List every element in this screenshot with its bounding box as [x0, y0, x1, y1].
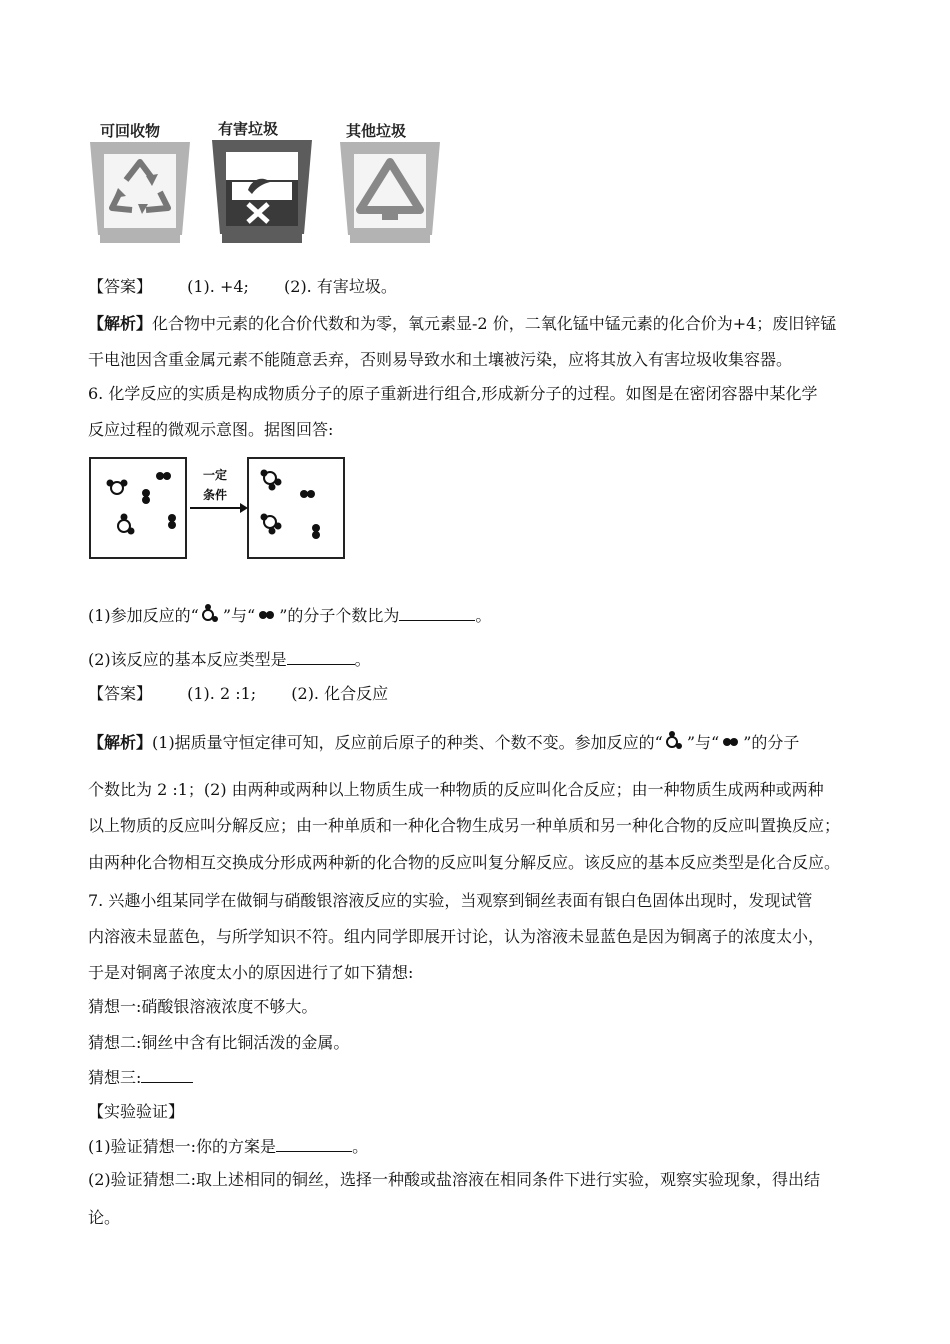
- text: 猜想三:: [88, 1068, 142, 1087]
- q6-answer: [88, 684, 388, 704]
- q7-guess-3: [88, 1068, 193, 1088]
- q5-analysis-line: [88, 314, 836, 334]
- compound-molecule-icon: [199, 603, 223, 623]
- element-molecule-icon: [255, 605, 279, 625]
- q7-verify-head: 【实验验证】: [88, 1102, 185, 1121]
- q7-stem-line: 内溶液未显蓝色，与所学知识不符。组内同学即展开讨论，认为溶液未显蓝色是因为铜离子的浓度太小，: [88, 927, 825, 946]
- q5-answer: [88, 277, 397, 297]
- element-molecule-icon: [719, 732, 743, 752]
- condition-bottom: 条件: [203, 488, 228, 502]
- bin-label-other: 其他垃圾: [346, 122, 407, 140]
- answer-blank[interactable]: [141, 1068, 193, 1083]
- q6-sub1: [88, 603, 491, 626]
- q7-verify-1: [88, 1137, 368, 1157]
- q6-analysis-line: [88, 730, 799, 753]
- q6-stem-line: 6. 化学反应的实质是构成物质分子的原子重新进行组合,形成新分子的过程。如图是在密闭容器中某化学: [88, 384, 818, 403]
- answer-head: 【答案】: [88, 684, 153, 703]
- analysis-head: 【解析】: [88, 733, 153, 752]
- answer-blank[interactable]: [287, 650, 355, 665]
- text: ”的分子个数比为: [279, 606, 400, 625]
- q6-analysis-line: 以上物质的反应叫分解反应；由一种单质和一种化合物生成另一种单质和另一种化合物的反应叫置换反应；: [88, 816, 841, 835]
- text: 。: [352, 1137, 369, 1156]
- analysis-head: 【解析】: [88, 314, 153, 333]
- q7-verify-2: (2)验证猜想二:取上述相同的铜丝，选择一种酸或盐溶液在相同条件下进行实验，观察实验现象，得出结: [88, 1170, 821, 1189]
- text: (2)该反应的基本反应类型是: [88, 650, 287, 669]
- other-bin-icon: [340, 140, 440, 245]
- answer-blank[interactable]: [276, 1137, 352, 1152]
- q6-sub2: [88, 650, 371, 670]
- text: ”与“: [686, 733, 720, 752]
- bin-label-recyclable: 可回收物: [100, 122, 161, 140]
- text: (1)据质量守恒定律可知，反应前后原子的种类、个数不变。参加反应的“: [152, 733, 663, 752]
- text: ”与“: [222, 606, 256, 625]
- q7-stem-line: 于是对铜离子浓度太小的原因进行了如下猜想:: [88, 963, 414, 982]
- q7-guess-1: 猜想一:硝酸银溶液浓度不够大。: [88, 997, 318, 1016]
- text: (1)参加反应的“: [88, 606, 199, 625]
- q7-guess-2: 猜想二:铜丝中含有比铜活泼的金属。: [88, 1033, 350, 1052]
- condition-top: 一定: [203, 468, 228, 482]
- compound-molecule-icon: [663, 730, 687, 750]
- text: 。: [475, 606, 492, 625]
- q7-verify-2: 论。: [88, 1208, 121, 1227]
- answer-part-2: (2). 化合反应: [291, 684, 389, 703]
- text: ”的分子: [743, 733, 800, 752]
- q6-analysis-line: 个数比为 2 :1；(2) 由两种或两种以上物质生成一种物质的反应叫化合反应；由一种物质生成两种或两种: [88, 780, 824, 799]
- analysis-text: 化合物中元素的化合价代数和为零，氧元素显-2 价，二氧化锰中锰元素的化合价为+4；废旧锌锰: [152, 314, 837, 333]
- bin-label-hazardous: 有害垃圾: [218, 120, 279, 138]
- text: (1)验证猜想一:你的方案是: [88, 1137, 277, 1156]
- q6-stem-line: 反应过程的微观示意图。据图回答:: [88, 420, 334, 439]
- q7-stem-line: 7. 兴趣小组某同学在做铜与硝酸银溶液反应的实验，当观察到铜丝表面有银白色固体出现时，发现试管: [88, 891, 813, 910]
- answer-part-2: (2). 有害垃圾。: [284, 277, 397, 296]
- q5-analysis-line: 干电池因含重金属元素不能随意丢弃，否则易导致水和土壤被污染，应将其放入有害垃圾收集容器。: [88, 350, 793, 369]
- answer-head: 【答案】: [88, 277, 153, 296]
- answer-part-1: (1). 2 :1;: [187, 684, 257, 703]
- recyclable-bin-icon: [90, 140, 190, 245]
- text: 。: [354, 650, 371, 669]
- answer-blank[interactable]: [399, 606, 475, 621]
- q6-analysis-line: 由两种化合物相互交换成分形成两种新的化合物的反应叫复分解反应。该反应的基本反应类型是化合反应。: [88, 853, 841, 872]
- answer-part-1: (1). +4;: [187, 277, 249, 296]
- hazardous-bin-icon: [212, 138, 312, 245]
